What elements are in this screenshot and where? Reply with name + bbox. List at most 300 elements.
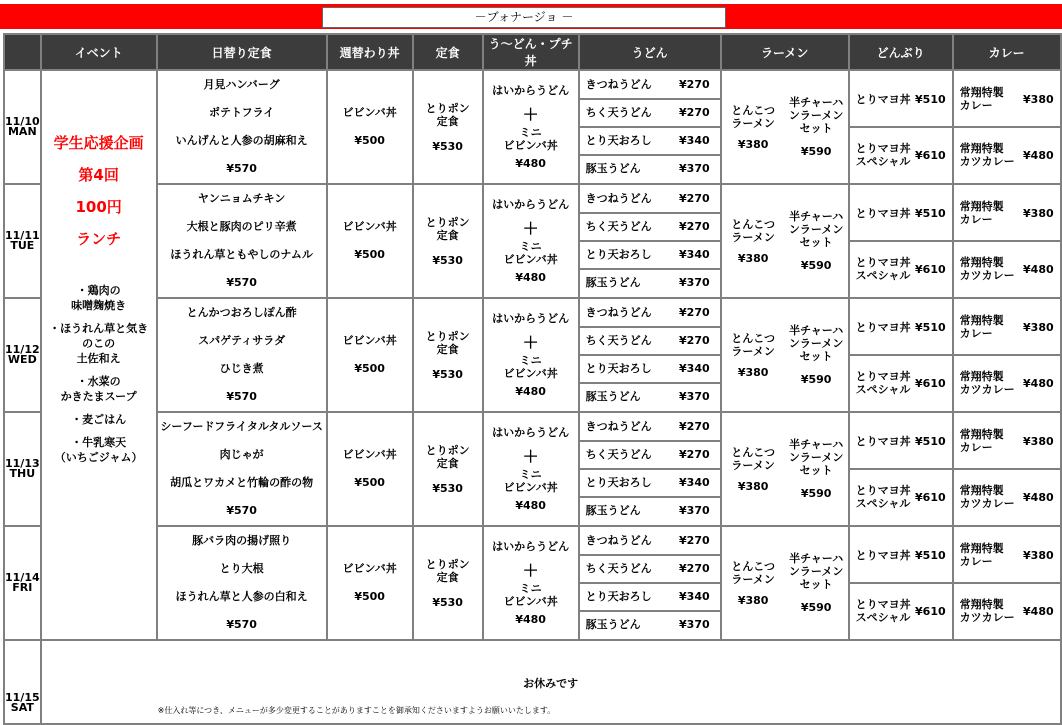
donburi-price: ¥510 bbox=[915, 92, 946, 106]
donburi-item bbox=[850, 468, 952, 524]
udon-price: ¥270 bbox=[679, 334, 710, 347]
header-row bbox=[4, 34, 1061, 70]
udon-name: とり天おろし bbox=[585, 590, 652, 603]
ramen-b bbox=[785, 324, 848, 386]
udon-set-cell bbox=[483, 70, 579, 184]
ramen-b-price: ¥590 bbox=[800, 487, 832, 500]
donburi-cell bbox=[849, 298, 953, 412]
ramen-b bbox=[785, 210, 848, 272]
event-menu-item: ・鶏肉の 味噌麹焼き bbox=[71, 284, 127, 312]
udon-set-plus: ＋ bbox=[522, 561, 539, 580]
daily-cell bbox=[157, 298, 327, 412]
udon-price: ¥370 bbox=[679, 504, 710, 517]
event-menu-item: ・麦ごはん bbox=[71, 413, 127, 426]
udon-item bbox=[580, 186, 720, 212]
donburi-price: ¥610 bbox=[915, 604, 946, 618]
donburi-item bbox=[850, 414, 952, 468]
teishoku-name: とりポン 定食 bbox=[425, 557, 470, 584]
teishoku-cell bbox=[413, 412, 483, 526]
donburi-price: ¥510 bbox=[915, 206, 946, 220]
ramen-cell bbox=[721, 526, 849, 640]
ramen-a bbox=[722, 218, 785, 265]
day-date: 11/13 bbox=[5, 457, 40, 470]
udon-set-plus: ＋ bbox=[522, 219, 539, 238]
udon-item bbox=[580, 300, 720, 326]
day-dow: TUE bbox=[10, 239, 35, 252]
day-cell bbox=[4, 184, 41, 298]
donburi-price: ¥610 bbox=[915, 148, 946, 162]
daily-item: いんげんと人参の胡麻和え bbox=[175, 134, 308, 147]
curry-price: ¥380 bbox=[1023, 434, 1054, 448]
ramen-a-name: とんこつ ラーメン bbox=[731, 559, 776, 586]
header-donburi: どんぶり bbox=[849, 34, 953, 70]
teishoku-name: とりポン 定食 bbox=[425, 329, 470, 356]
udon-item bbox=[580, 554, 720, 582]
udon-set-mini: ミニ ビビンバ丼 bbox=[503, 582, 558, 608]
udon-name: ちく天うどん bbox=[585, 562, 652, 575]
curry-price: ¥480 bbox=[1023, 148, 1054, 162]
ramen-b-price: ¥590 bbox=[800, 145, 832, 158]
donburi-price: ¥610 bbox=[915, 376, 946, 390]
udon-set-main: はいからうどん bbox=[492, 312, 570, 325]
udon-cell bbox=[579, 184, 721, 298]
udon-set-mini: ミニ ビビンバ丼 bbox=[503, 240, 558, 266]
udon-set-mini: ミニ ビビンバ丼 bbox=[503, 468, 558, 494]
daily-item: とり大根 bbox=[219, 562, 264, 575]
donburi-name: とりマヨ丼 bbox=[855, 548, 911, 562]
donburi-item bbox=[850, 300, 952, 354]
weekly-price: ¥500 bbox=[354, 248, 385, 261]
teishoku-price: ¥530 bbox=[432, 481, 463, 495]
udon-item bbox=[580, 528, 720, 554]
header-curry: カレー bbox=[953, 34, 1061, 70]
curry-name: 常翔特製 カレー bbox=[959, 428, 1004, 454]
daily-item: スパゲティサラダ bbox=[198, 334, 286, 347]
ramen-a-price: ¥380 bbox=[737, 137, 769, 151]
curry-price: ¥480 bbox=[1023, 376, 1054, 390]
udon-item bbox=[580, 268, 720, 296]
weekly-price: ¥500 bbox=[354, 134, 385, 147]
curry-cell bbox=[953, 526, 1061, 640]
udon-set-main: はいからうどん bbox=[492, 84, 570, 97]
weekly-cell bbox=[327, 70, 413, 184]
teishoku-name: とりポン 定食 bbox=[425, 101, 470, 128]
udon-item bbox=[580, 468, 720, 496]
ramen-a bbox=[722, 446, 785, 493]
udon-cell bbox=[579, 298, 721, 412]
udon-price: ¥270 bbox=[679, 534, 710, 547]
ramen-group bbox=[722, 72, 848, 182]
weekly-name: ビビンバ丼 bbox=[342, 220, 397, 233]
curry-price: ¥380 bbox=[1023, 548, 1054, 562]
ramen-group bbox=[722, 300, 848, 410]
day-row bbox=[4, 526, 1061, 640]
curry-price: ¥380 bbox=[1023, 206, 1054, 220]
teishoku-cell bbox=[413, 526, 483, 640]
ramen-b-price: ¥590 bbox=[800, 373, 832, 386]
weekly-name: ビビンバ丼 bbox=[342, 334, 397, 347]
day-dow: FRI bbox=[12, 581, 33, 594]
teishoku-price: ¥530 bbox=[432, 595, 463, 609]
curry-item bbox=[954, 414, 1060, 468]
day-cell bbox=[4, 70, 41, 184]
udon-item bbox=[580, 98, 720, 126]
closed-message: お休みです bbox=[523, 677, 579, 690]
donburi-name: とりマヨ丼 スペシャル bbox=[855, 598, 911, 624]
daily-item: とんかつおろしぽん酢 bbox=[186, 306, 297, 319]
weekly-cell bbox=[327, 526, 413, 640]
udon-price: ¥340 bbox=[679, 476, 710, 489]
udon-set-main: はいからうどん bbox=[492, 198, 570, 211]
curry-item bbox=[954, 240, 1060, 296]
ramen-a-price: ¥380 bbox=[737, 479, 769, 493]
teishoku-name: とりポン 定食 bbox=[425, 215, 470, 242]
ramen-b-name: 半チャーハ ンラーメン セット bbox=[788, 438, 844, 477]
ramen-a bbox=[722, 560, 785, 607]
udon-item bbox=[580, 610, 720, 638]
curry-item bbox=[954, 126, 1060, 182]
donburi-name: とりマヨ丼 bbox=[855, 434, 911, 448]
udon-item bbox=[580, 354, 720, 382]
daily-item: ほうれん草と人参の白和え bbox=[175, 590, 308, 603]
udon-set-price: ¥480 bbox=[515, 385, 546, 398]
curry-item bbox=[954, 354, 1060, 410]
udon-price: ¥270 bbox=[679, 306, 710, 319]
weekly-name: ビビンバ丼 bbox=[342, 106, 397, 119]
daily-item: ¥570 bbox=[226, 618, 257, 631]
udon-price: ¥340 bbox=[679, 590, 710, 603]
day-date: 11/15 bbox=[5, 691, 40, 704]
ramen-a-name: とんこつ ラーメン bbox=[731, 103, 776, 130]
weekly-menu-table bbox=[3, 33, 1062, 725]
donburi-name: とりマヨ丼 bbox=[855, 206, 911, 220]
day-row bbox=[4, 184, 1061, 298]
udon-item bbox=[580, 72, 720, 98]
header-daily: 日替り定食 bbox=[157, 34, 327, 70]
udon-price: ¥270 bbox=[679, 106, 710, 119]
ramen-a-name: とんこつ ラーメン bbox=[731, 217, 776, 244]
header-event: イベント bbox=[41, 34, 157, 70]
weekly-name: ビビンバ丼 bbox=[342, 562, 397, 575]
udon-name: きつねうどん bbox=[585, 78, 652, 91]
ramen-cell bbox=[721, 184, 849, 298]
donburi-name: とりマヨ丼 スペシャル bbox=[855, 370, 911, 396]
ramen-group bbox=[722, 528, 848, 638]
donburi-item bbox=[850, 72, 952, 126]
curry-name: 常翔特製 カツカレー bbox=[959, 370, 1015, 396]
event-menu-item: ・牛乳寒天 （いちごジャム） bbox=[54, 436, 143, 464]
udon-set-plus: ＋ bbox=[522, 333, 539, 352]
udon-set-price: ¥480 bbox=[515, 613, 546, 626]
weekly-price: ¥500 bbox=[354, 590, 385, 603]
day-date: 11/11 bbox=[5, 229, 40, 242]
ramen-cell bbox=[721, 412, 849, 526]
daily-item: 月見ハンバーグ bbox=[203, 78, 280, 91]
udon-name: ちく天うどん bbox=[585, 334, 652, 347]
daily-item: ¥570 bbox=[226, 276, 257, 289]
ramen-b-price: ¥590 bbox=[800, 601, 832, 614]
donburi-item bbox=[850, 528, 952, 582]
donburi-price: ¥510 bbox=[915, 548, 946, 562]
event-cell bbox=[41, 70, 157, 640]
event-red-text: 100円 bbox=[75, 198, 122, 216]
daily-item: ポテトフライ bbox=[208, 106, 275, 119]
curry-name: 常翔特製 カレー bbox=[959, 200, 1004, 226]
donburi-price: ¥610 bbox=[915, 262, 946, 276]
donburi-item bbox=[850, 186, 952, 240]
donburi-name: とりマヨ丼 bbox=[855, 92, 911, 106]
udon-price: ¥270 bbox=[679, 448, 710, 461]
day-date: 11/10 bbox=[5, 115, 40, 128]
teishoku-price: ¥530 bbox=[432, 367, 463, 381]
udon-set-main: はいからうどん bbox=[492, 540, 570, 553]
donburi-cell bbox=[849, 184, 953, 298]
udon-item bbox=[580, 582, 720, 610]
daily-item: シーフードフライタルタルソース bbox=[160, 420, 323, 433]
header-udon: うどん bbox=[579, 34, 721, 70]
ramen-a-price: ¥380 bbox=[737, 365, 769, 379]
ramen-b bbox=[785, 96, 848, 158]
udon-price: ¥270 bbox=[679, 562, 710, 575]
curry-item bbox=[954, 300, 1060, 354]
teishoku-price: ¥530 bbox=[432, 253, 463, 267]
header-udon-set: う〜どん・プチ丼 bbox=[483, 34, 579, 70]
day-row-closed bbox=[4, 640, 1061, 724]
weekly-price: ¥500 bbox=[354, 476, 385, 489]
teishoku-cell bbox=[413, 184, 483, 298]
udon-cell bbox=[579, 70, 721, 184]
daily-item: ¥570 bbox=[226, 162, 257, 175]
udon-price: ¥370 bbox=[679, 390, 710, 403]
daily-cell bbox=[157, 184, 327, 298]
udon-price: ¥340 bbox=[679, 134, 710, 147]
ramen-a-name: とんこつ ラーメン bbox=[731, 331, 776, 358]
daily-item: 大根と豚肉のピリ辛煮 bbox=[186, 220, 297, 233]
donburi-cell bbox=[849, 412, 953, 526]
day-dow: THU bbox=[9, 467, 36, 480]
ramen-b bbox=[785, 438, 848, 500]
curry-name: 常翔特製 カツカレー bbox=[959, 142, 1015, 168]
udon-name: とり天おろし bbox=[585, 362, 652, 375]
donburi-item bbox=[850, 240, 952, 296]
daily-item: ひじき煮 bbox=[219, 362, 264, 375]
udon-price: ¥270 bbox=[679, 192, 710, 205]
curry-name: 常翔特製 カツカレー bbox=[959, 598, 1015, 624]
day-date: 11/14 bbox=[5, 571, 40, 584]
udon-set-cell bbox=[483, 184, 579, 298]
udon-item bbox=[580, 126, 720, 154]
day-date: 11/12 bbox=[5, 343, 40, 356]
curry-name: 常翔特製 カツカレー bbox=[959, 484, 1015, 510]
weekly-cell bbox=[327, 298, 413, 412]
page-title: －ブォナージョ － bbox=[322, 7, 726, 28]
ramen-b-name: 半チャーハ ンラーメン セット bbox=[788, 96, 844, 135]
weekly-cell bbox=[327, 184, 413, 298]
curry-price: ¥380 bbox=[1023, 92, 1054, 106]
curry-price: ¥380 bbox=[1023, 320, 1054, 334]
udon-item bbox=[580, 496, 720, 524]
curry-name: 常翔特製 カレー bbox=[959, 542, 1004, 568]
udon-name: 豚玉うどん bbox=[585, 276, 641, 289]
day-cell bbox=[4, 526, 41, 640]
event-menu-item: ・ほうれん草と気き のこの 土佐和え bbox=[49, 322, 149, 365]
udon-cell bbox=[579, 526, 721, 640]
udon-price: ¥340 bbox=[679, 362, 710, 375]
day-cell bbox=[4, 640, 41, 724]
closed-cell bbox=[41, 640, 1061, 724]
donburi-cell bbox=[849, 526, 953, 640]
udon-item bbox=[580, 154, 720, 182]
udon-name: きつねうどん bbox=[585, 420, 652, 433]
day-dow: SAT bbox=[10, 701, 34, 714]
donburi-cell bbox=[849, 70, 953, 184]
donburi-item bbox=[850, 582, 952, 638]
udon-name: ちく天うどん bbox=[585, 106, 652, 119]
daily-item: ほうれん草ともやしのナムル bbox=[170, 248, 313, 261]
udon-set-plus: ＋ bbox=[522, 447, 539, 466]
udon-set-mini: ミニ ビビンバ丼 bbox=[503, 354, 558, 380]
udon-name: きつねうどん bbox=[585, 306, 652, 319]
udon-set-price: ¥480 bbox=[515, 499, 546, 512]
udon-name: とり天おろし bbox=[585, 476, 652, 489]
curry-cell bbox=[953, 70, 1061, 184]
teishoku-cell bbox=[413, 298, 483, 412]
udon-name: きつねうどん bbox=[585, 534, 652, 547]
curry-name: 常翔特製 カツカレー bbox=[959, 256, 1015, 282]
daily-cell bbox=[157, 70, 327, 184]
curry-item bbox=[954, 582, 1060, 638]
donburi-item bbox=[850, 354, 952, 410]
udon-price: ¥340 bbox=[679, 248, 710, 261]
teishoku-cell bbox=[413, 70, 483, 184]
ramen-b-name: 半チャーハ ンラーメン セット bbox=[788, 552, 844, 591]
curry-cell bbox=[953, 412, 1061, 526]
udon-name: とり天おろし bbox=[585, 248, 652, 261]
header-ramen: ラーメン bbox=[721, 34, 849, 70]
donburi-price: ¥510 bbox=[915, 434, 946, 448]
udon-name: ちく天うどん bbox=[585, 220, 652, 233]
event-red-text: 学生応援企画 bbox=[53, 134, 144, 152]
curry-item bbox=[954, 186, 1060, 240]
donburi-name: とりマヨ丼 bbox=[855, 320, 911, 334]
ramen-a-price: ¥380 bbox=[737, 593, 769, 607]
ramen-group bbox=[722, 414, 848, 524]
udon-price: ¥370 bbox=[679, 276, 710, 289]
header-weekly: 週替わり丼 bbox=[327, 34, 413, 70]
udon-set-cell bbox=[483, 412, 579, 526]
udon-name: 豚玉うどん bbox=[585, 618, 641, 631]
day-row bbox=[4, 298, 1061, 412]
event-red-text: 第4回 bbox=[78, 166, 119, 184]
udon-item bbox=[580, 212, 720, 240]
donburi-item bbox=[850, 126, 952, 182]
udon-set-price: ¥480 bbox=[515, 271, 546, 284]
udon-name: 豚玉うどん bbox=[585, 504, 641, 517]
donburi-price: ¥610 bbox=[915, 490, 946, 504]
udon-item bbox=[580, 240, 720, 268]
curry-name: 常翔特製 カレー bbox=[959, 314, 1004, 340]
udon-price: ¥270 bbox=[679, 220, 710, 233]
udon-name: 豚玉うどん bbox=[585, 162, 641, 175]
udon-item bbox=[580, 414, 720, 440]
curry-item bbox=[954, 528, 1060, 582]
udon-price: ¥370 bbox=[679, 618, 710, 631]
udon-set-plus: ＋ bbox=[522, 105, 539, 124]
udon-price: ¥370 bbox=[679, 162, 710, 175]
daily-cell bbox=[157, 412, 327, 526]
curry-item bbox=[954, 468, 1060, 524]
udon-cell bbox=[579, 412, 721, 526]
ramen-a-name: とんこつ ラーメン bbox=[731, 445, 776, 472]
curry-item bbox=[954, 72, 1060, 126]
curry-price: ¥480 bbox=[1023, 604, 1054, 618]
donburi-name: とりマヨ丼 スペシャル bbox=[855, 142, 911, 168]
daily-item: ¥570 bbox=[226, 504, 257, 517]
daily-item: ヤンニョムチキン bbox=[197, 192, 286, 205]
udon-set-cell bbox=[483, 298, 579, 412]
ramen-b-price: ¥590 bbox=[800, 259, 832, 272]
udon-name: 豚玉うどん bbox=[585, 390, 641, 403]
donburi-name: とりマヨ丼 スペシャル bbox=[855, 484, 911, 510]
udon-set-main: はいからうどん bbox=[492, 426, 570, 439]
udon-name: ちく天うどん bbox=[585, 448, 652, 461]
ramen-a bbox=[722, 332, 785, 379]
ramen-b-name: 半チャーハ ンラーメン セット bbox=[788, 210, 844, 249]
daily-item: 肉じゃが bbox=[219, 448, 264, 461]
teishoku-name: とりポン 定食 bbox=[425, 443, 470, 470]
header-teishoku: 定食 bbox=[413, 34, 483, 70]
curry-name: 常翔特製 カレー bbox=[959, 86, 1004, 112]
teishoku-price: ¥530 bbox=[432, 139, 463, 153]
udon-set-price: ¥480 bbox=[515, 157, 546, 170]
donburi-price: ¥510 bbox=[915, 320, 946, 334]
udon-price: ¥270 bbox=[679, 420, 710, 433]
header-date bbox=[4, 34, 41, 70]
udon-set-cell bbox=[483, 526, 579, 640]
menu-change-note: ※仕入れ等につき、メニューが多少変更することがありますことを御承知くださいますようお願いいたします。 bbox=[157, 706, 556, 715]
udon-item bbox=[580, 440, 720, 468]
day-row bbox=[4, 70, 1061, 184]
curry-price: ¥480 bbox=[1023, 490, 1054, 504]
curry-cell bbox=[953, 298, 1061, 412]
ramen-a bbox=[722, 104, 785, 151]
donburi-name: とりマヨ丼 スペシャル bbox=[855, 256, 911, 282]
day-cell bbox=[4, 412, 41, 526]
ramen-group bbox=[722, 186, 848, 296]
udon-item bbox=[580, 326, 720, 354]
udon-name: とり天おろし bbox=[585, 134, 652, 147]
weekly-cell bbox=[327, 412, 413, 526]
ramen-cell bbox=[721, 70, 849, 184]
event-menu-item: ・水菜の かきたまスープ bbox=[60, 375, 137, 403]
daily-item: ¥570 bbox=[226, 390, 257, 403]
daily-cell bbox=[157, 526, 327, 640]
ramen-b bbox=[785, 552, 848, 614]
daily-item: 胡瓜とワカメと竹輪の酢の物 bbox=[170, 476, 314, 489]
event-red-text: ランチ bbox=[76, 230, 122, 248]
ramen-b-name: 半チャーハ ンラーメン セット bbox=[788, 324, 844, 363]
ramen-a-price: ¥380 bbox=[737, 251, 769, 265]
day-dow: MAN bbox=[7, 125, 37, 138]
udon-item bbox=[580, 382, 720, 410]
daily-item: 豚バラ肉の揚げ照り bbox=[192, 534, 292, 547]
udon-name: きつねうどん bbox=[585, 192, 652, 205]
ramen-cell bbox=[721, 298, 849, 412]
weekly-name: ビビンバ丼 bbox=[342, 448, 397, 461]
day-row bbox=[4, 412, 1061, 526]
day-dow: WED bbox=[7, 353, 37, 366]
curry-cell bbox=[953, 184, 1061, 298]
